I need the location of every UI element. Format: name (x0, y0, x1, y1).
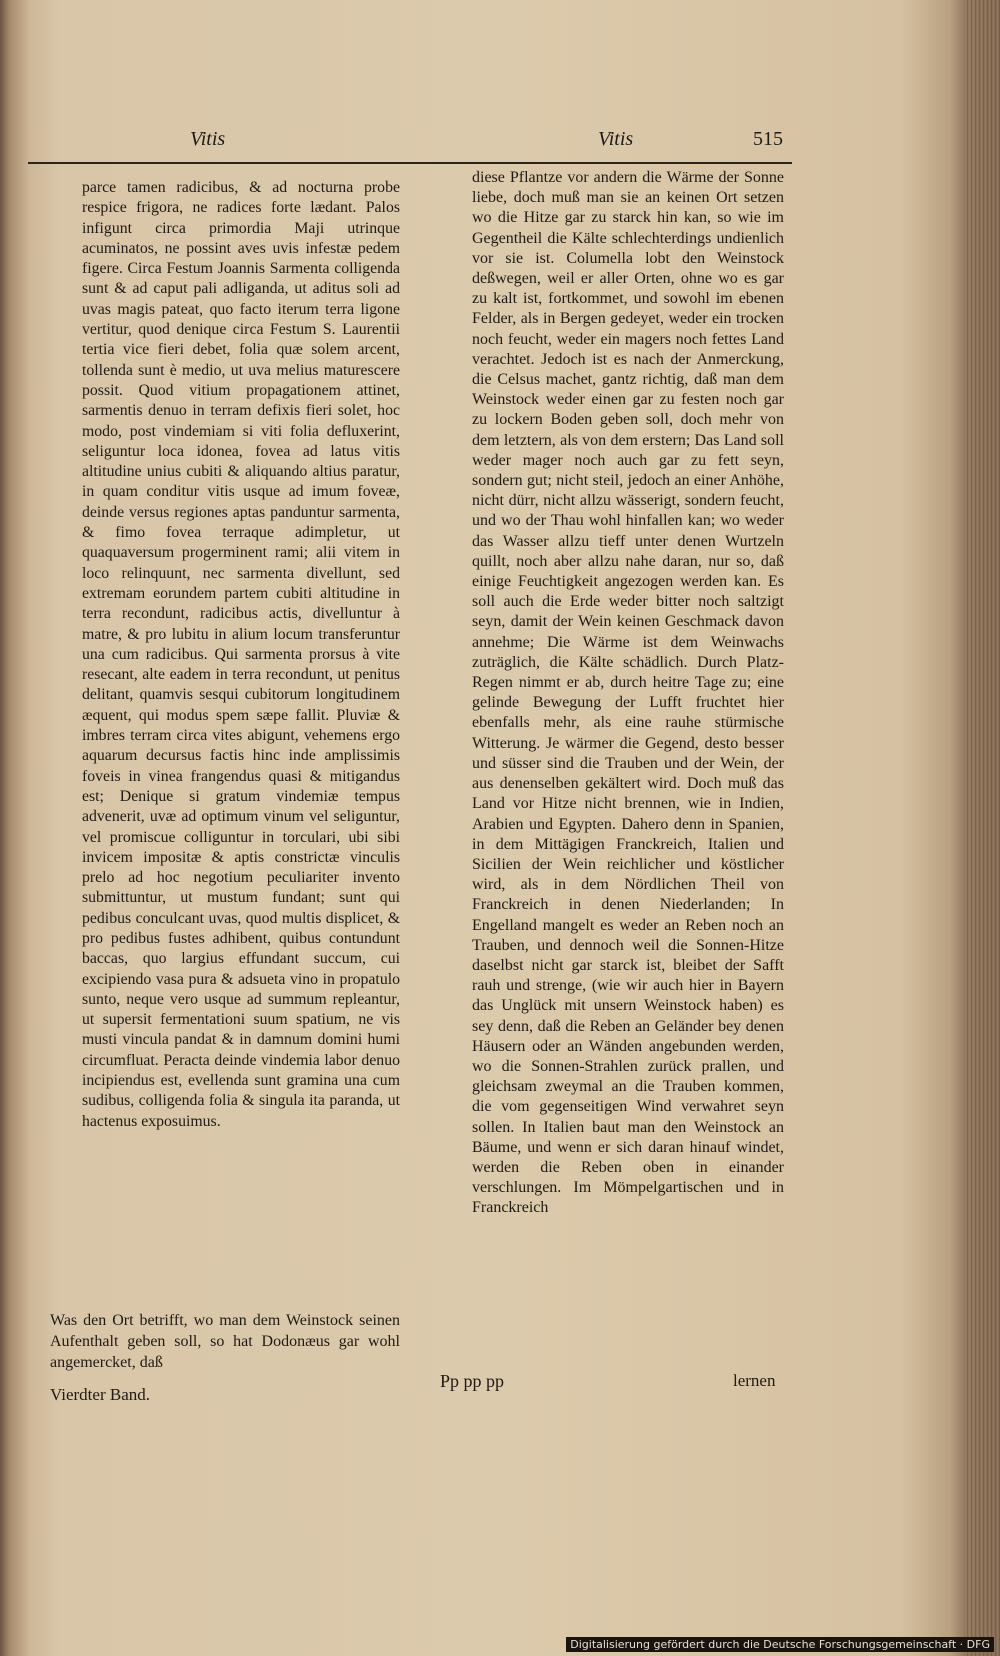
page-number: 515 (753, 128, 783, 150)
printer-signature: Pp pp pp (440, 1371, 505, 1391)
running-header (0, 128, 1000, 158)
german-paragraph-start: Was den Ort betrifft, wo man dem Weinstock seinen Aufenthalt geben soll, so hat Dodonæus gar wohl angemercket, daß (50, 1312, 400, 1371)
header-left-title: Vitis (190, 128, 226, 150)
german-paragraph: diese Pflantze vor andern die Wärme der Sonne liebe, doch muß man sie an keinen Ort setzen wo die Hitze gar zu starck hin kan, so wie im Gegentheil die Kälte schlechterdings undienlich vor sie ist. Columella lobt den Weinstock deßwegen, weil er aller Orten, ohne wo es gar zu kalt ist, fortkommet, und sowohl im ebenen Felder, als in Bergen gedeyet, weder ein trocken noch feucht, weder ein magers noch fettes Land verachtet. Jedoch ist es nach der Anmerckung, die Celsus machet, gantz richtig, daß man dem Weinstock weder einen gar zu festen noch gar zu lockern Boden geben soll, doch mehr von dem letztern, als von dem erstern; Das Land soll weder mager noch auch gar zu fett seyn, sondern gut; nicht steil, jedoch an einer Anhöhe, nicht dürr, nicht allzu wässerigt, sondern feucht, und wo der Thau wohl hinfallen kan; wo weder das Wasser allzu tieff unter denen Wurtzeln quillt, noch aber allzu nahe daran, nur so, daß einige Feuchtigkeit angezogen werden kan. Es soll auch die Erde weder bitter noch saltzigt seyn, damit der Wein keinen Geschmack davon annehme; Die Wärme ist dem Weinwachs zuträglich, die Kälte schädlich. Durch Platz-Regen nimmt er ab, durch heitre Tage zu; eine gelinde Bewegung der Lufft fruchtet hier ebenfalls mehr, als eine rauhe stürmische Witterung. Je wärmer die Gegend, desto besser und süsser sind die Trauben und der Wein, der aus denenselben gekältert wird. Doch muß das Land vor Hitze nicht brennen, wie in Indien, Arabien und Egypten. Dahero denn in Spanien, in dem Mittägigen Franckreich, Italien und Sicilien der Wein reichlicher und köstlicher wird, als in dem Nördlichen Theil von Franckreich in denen Niederlanden; In Engelland mangelt es weder an Reben noch an Trauben, und dennoch weil die Sonnen-Hitze daselbst nicht gar starck ist, bleibet der Safft rauh und strenge, (wie wir auch hier in Bayern das Unglück mit unsern Weinstock haben) es sey denn, daß die Reben an Geländer bey denen Häusern oder an Wänden angebunden werden, wo die Sonnen-Strahlen zurück prallen, und gleichsam zweymal an die Trauben kommen, die vom gegenseitigen Wind verwahret seyn sollen. In Italien baut man den Weinstock an Bäume, und wenn er sich daran hinauf windet, werden die Reben oben in einander verschlungen. Im Mömpelgartischen und in Franckreich (472, 169, 784, 1217)
digitization-credit: Digitalisierung gefördert durch die Deutsche Forschungsgemeinschaft · DFG (566, 1637, 994, 1652)
header-right-title: Vitis (598, 128, 634, 150)
right-column-german (472, 168, 784, 1219)
volume-label: Vierdter Band. (50, 1385, 150, 1404)
header-rule (28, 162, 792, 164)
catchword: lernen (733, 1371, 776, 1390)
page-edge (964, 0, 1000, 1656)
left-column-latin (82, 178, 400, 1132)
left-column-german (50, 1310, 400, 1373)
latin-paragraph: parce tamen radicibus, & ad nocturna probe respice frigora, ne radices forte lædant. Palos infigunt circa primordia Maji utrinque acuminatos, ne possint aves uvis infestæ pedem figere. Circa Festum Joannis Sarmenta colligenda sunt & ad caput pali adliganda, ut aditus soli ad uvas magis pateat, quo facto iterum terra ligone vertitur, quod denique circa Festum S. Laurentii tertia vice fieri debet, folia quæ solem arcent, tollenda sunt è medio, ut uva melius maturescere possit. Quod vitium propagationem attinet, sarmentis denuo in terram defixis fieri solet, hoc modo, post vindemiam si viti folia defluxerint, seliguntur loca idonea, fovea ad latus vitis altitudine unius cubiti & aliquando altius paratur, in quam conditur vitis usque ad imum foveæ, deinde versus regiones aptas panduntur sarmenta, & fimo fovea terraque adimpletur, ut quaquaversum progerminent rami; alii vitem in loco relinquunt, nec sarmenta divellunt, sed extremam eorundem partem cubiti altitudine in terra recondunt, radicibus actis, divelluntur à matre, & pro lubitu in alium locum transferuntur una cum radicibus. Qui sarmenta prorsus à vite resecant, alte eadem in terra recondunt, ut penitus delitant, quamvis sesqui cubitorum longitudinem æquent, qui modus spem sæpe fallit. Pluviæ & imbres terram circa vites abigunt, vehemens ergo aquarum decursus factis hinc inde amplissimis foveis in vinea frangendus quasi & mitigandus est; Denique si gratum vindemiæ tempus advenerit, uvæ ad optimum vinum vel seliguntur, vel promiscue colliguntur in torculari, ubi sibi invicem impositæ & aptis constrictæ vinculis prelo ad hoc negotium peculiariter invento submittuntur, ut mustum fundant; sunt qui pedibus conculcant uvas, quod multis displicet, & pro pedibus fustes adhibent, quibus contundunt baccas, quo largius effundant succum, cui excipiendo vasa pura & adsueta vino in propatulo sunto, neque vero usque ad summum repleantur, ut supersit fermentationi suum spatium, ne vis musti vincula pandat & in damnum domini humi circumfluat. Peracta deinde vindemia labor denuo incipiendus est, evellenda sunt gramina una cum sudibus, colligenda folia & singula ita paranda, ut hactenus exposuimus. (82, 179, 400, 1130)
